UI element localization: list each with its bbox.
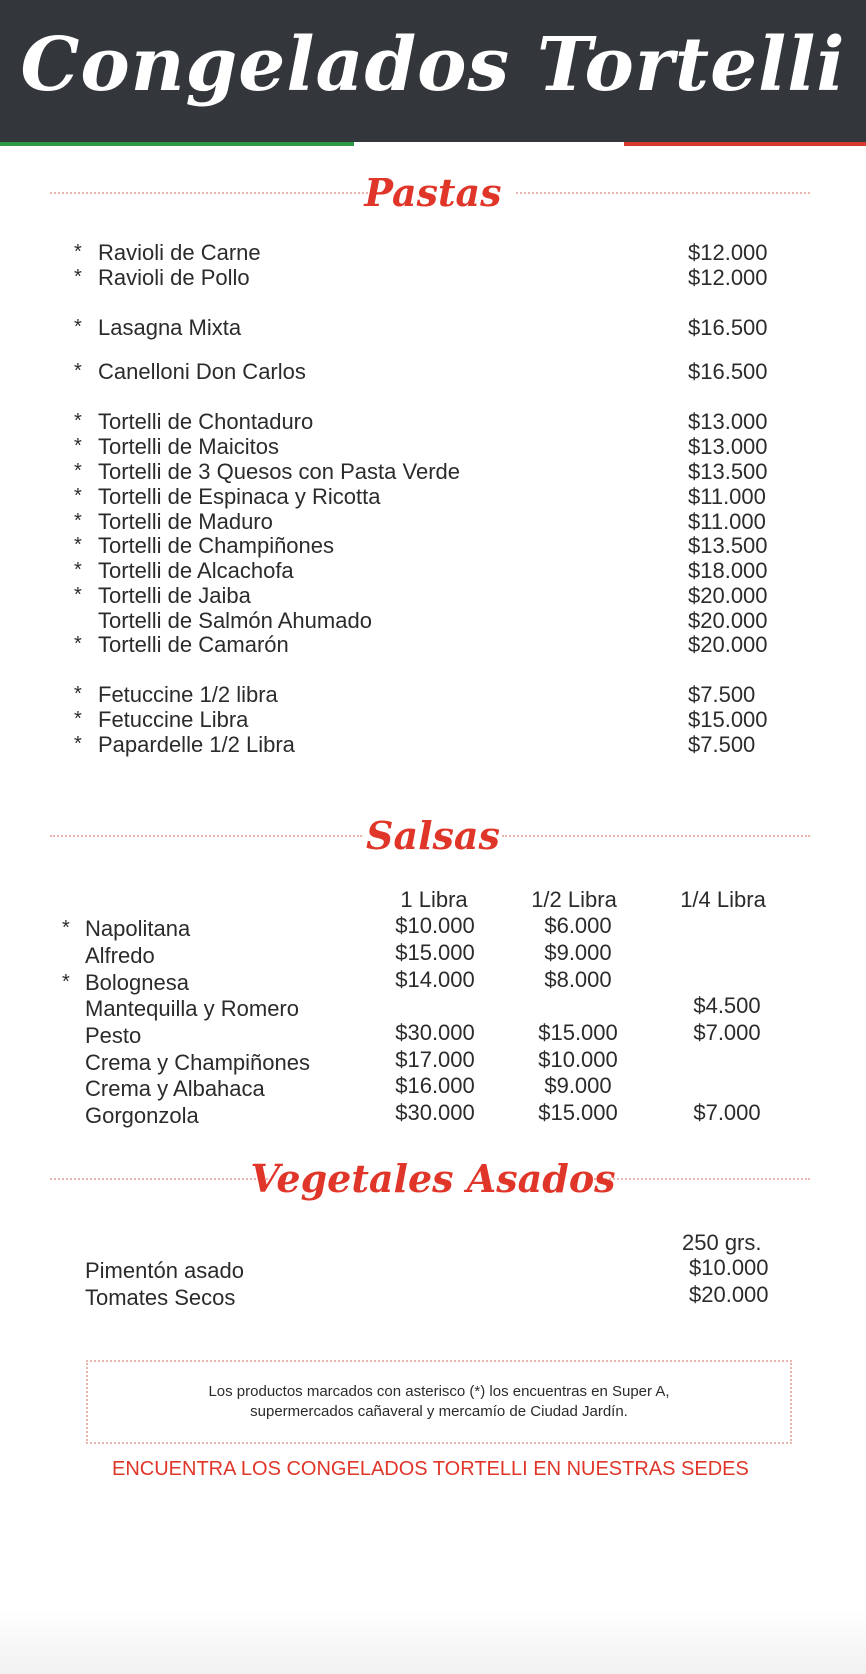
vegetable-name: Pimentón asado — [85, 1258, 244, 1283]
section-heading-salsas — [0, 811, 866, 861]
item-name: Tortelli de Camarón — [98, 632, 289, 657]
price-half-libra: $9.000 — [544, 1073, 612, 1098]
locations-cta: ENCUENTRA LOS CONGELADOS TORTELLI EN NUESTRAS SEDES — [112, 1458, 749, 1480]
price-half-libra: $6.000 — [544, 913, 612, 938]
asterisk-mark: * — [74, 410, 82, 432]
item-name: Ravioli de Carne — [98, 240, 261, 265]
salsas-col-header: 1 Libra — [400, 887, 468, 912]
item-name: Tortelli de 3 Quesos con Pasta Verde — [98, 459, 460, 484]
note-line: Los productos marcados con asterisco (*) los encuentras en Super A, — [208, 1383, 670, 1400]
price-quarter-libra: $7.000 — [693, 1100, 761, 1125]
item-price: $11.000 — [688, 484, 766, 509]
asterisk-mark: * — [74, 241, 82, 263]
sauce-name: Pesto — [85, 1023, 142, 1048]
item-name: Fetuccine Libra — [98, 707, 249, 732]
note-line: supermercados cañaveral y mercamío de Ciudad Jardín. — [250, 1403, 628, 1420]
asterisk-note — [86, 1360, 792, 1444]
item-name: Tortelli de Maduro — [98, 509, 273, 534]
price-1-libra: $14.000 — [395, 967, 475, 992]
item-price: $13.000 — [688, 434, 768, 459]
item-name: Lasagna Mixta — [98, 315, 242, 340]
sauce-name: Crema y Albahaca — [85, 1076, 265, 1101]
item-price: $20.000 — [688, 632, 768, 657]
price-1-libra: $16.000 — [395, 1073, 475, 1098]
asterisk-mark: * — [74, 633, 82, 655]
header-banner — [0, 0, 866, 142]
salsas-col-header: 1/2 Libra — [531, 887, 617, 912]
item-name: Papardelle 1/2 Libra — [98, 732, 295, 757]
item-price: $20.000 — [688, 583, 768, 608]
asterisk-mark: * — [74, 510, 82, 532]
asterisk-mark: * — [74, 708, 82, 730]
section-title-vegetales: Vegetales Asados — [250, 1156, 616, 1201]
item-name: Tortelli de Maicitos — [98, 434, 279, 459]
vegetable-name: Tomates Secos — [85, 1285, 236, 1310]
section-title-pastas: Pastas — [364, 170, 502, 215]
asterisk-mark: * — [74, 485, 82, 507]
asterisk-mark: * — [74, 559, 82, 581]
sauce-name: Bolognesa — [85, 970, 189, 995]
price-1-libra: $30.000 — [395, 1020, 475, 1045]
asterisk-mark: * — [62, 971, 70, 993]
item-name: Tortelli de Salmón Ahumado — [98, 608, 372, 633]
price-1-libra: $15.000 — [395, 940, 475, 965]
sauce-name: Mantequilla y Romero — [85, 996, 299, 1021]
price-half-libra: $15.000 — [538, 1100, 618, 1125]
salsas-col-header: 1/4 Libra — [680, 887, 766, 912]
section-heading-vegetales — [0, 1154, 866, 1204]
sauce-name: Alfredo — [85, 943, 155, 968]
flag-stripe-green — [0, 142, 354, 146]
flag-stripe-red — [624, 142, 866, 146]
asterisk-mark: * — [74, 266, 82, 288]
asterisk-mark: * — [74, 360, 82, 382]
price-half-libra: $15.000 — [538, 1020, 618, 1045]
item-price: $7.500 — [688, 732, 756, 757]
item-name: Tortelli de Champiñones — [98, 533, 335, 558]
price-half-libra: $9.000 — [544, 940, 612, 965]
vegetales-col-header: 250 grs. — [682, 1230, 762, 1255]
asterisk-mark: * — [62, 917, 70, 939]
bottom-fade — [0, 1610, 866, 1674]
flag-stripe-white — [354, 142, 624, 146]
sauce-name: Napolitana — [85, 916, 191, 941]
price-1-libra: $30.000 — [395, 1100, 475, 1125]
asterisk-mark: * — [74, 534, 82, 556]
price-1-libra: $17.000 — [395, 1047, 475, 1072]
vegetable-price: $10.000 — [689, 1255, 769, 1280]
page-title: Congelados Tortelli — [20, 22, 846, 108]
item-price: $16.500 — [688, 315, 768, 340]
item-price: $13.500 — [688, 459, 768, 484]
item-name: Canelloni Don Carlos — [98, 359, 306, 384]
price-half-libra: $8.000 — [544, 967, 612, 992]
asterisk-mark: * — [74, 435, 82, 457]
price-quarter-libra: $7.000 — [693, 1020, 761, 1045]
item-price: $12.000 — [688, 265, 768, 290]
asterisk-mark: * — [74, 733, 82, 755]
item-name: Fetuccine 1/2 libra — [98, 682, 278, 707]
item-price: $7.500 — [688, 682, 756, 707]
item-name: Tortelli de Jaiba — [98, 583, 251, 608]
item-price: $18.000 — [688, 558, 768, 583]
price-1-libra: $10.000 — [395, 913, 475, 938]
item-price: $11.000 — [688, 509, 766, 534]
item-name: Tortelli de Alcachofa — [98, 558, 294, 583]
item-name: Tortelli de Espinaca y Ricotta — [98, 484, 381, 509]
sauce-name: Gorgonzola — [85, 1103, 199, 1128]
item-price: $15.000 — [688, 707, 768, 732]
item-price: $20.000 — [688, 608, 768, 633]
price-half-libra: $10.000 — [538, 1047, 618, 1072]
asterisk-mark: * — [74, 584, 82, 606]
asterisk-mark: * — [74, 460, 82, 482]
item-price: $13.500 — [688, 533, 768, 558]
asterisk-mark: * — [74, 316, 82, 338]
section-title-salsas: Salsas — [366, 813, 500, 858]
sauce-name: Crema y Champiñones — [85, 1050, 310, 1075]
price-quarter-libra: $4.500 — [693, 993, 761, 1018]
vegetable-price: $20.000 — [689, 1282, 769, 1307]
section-heading-pastas — [0, 168, 866, 218]
item-price: $16.500 — [688, 359, 768, 384]
asterisk-mark: * — [74, 683, 82, 705]
item-price: $12.000 — [688, 240, 768, 265]
item-name: Ravioli de Pollo — [98, 265, 250, 290]
item-price: $13.000 — [688, 409, 768, 434]
item-name: Tortelli de Chontaduro — [98, 409, 314, 434]
